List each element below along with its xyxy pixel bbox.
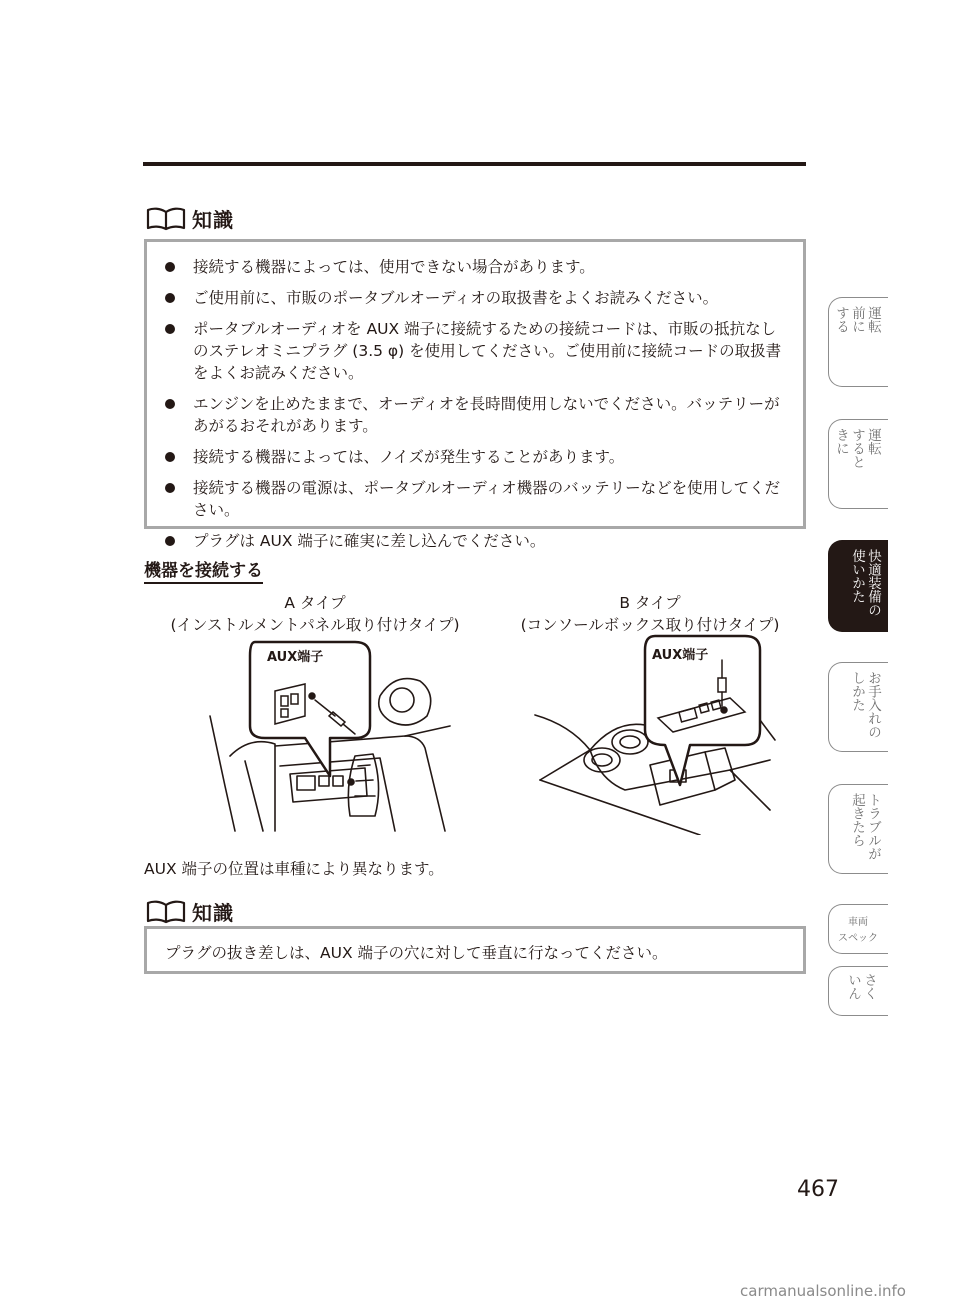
note-item: 接続する機器によっては、ノイズが発生することがあります。 — [147, 446, 787, 468]
tab-label: きに — [833, 428, 849, 455]
note-list — [147, 256, 787, 552]
note-text: プラグの抜き差しは、AUX 端子の穴に対して垂直に行なってください。 — [165, 944, 668, 962]
note-item: ご使用前に、市販のポータブルオーディオの取扱書をよくお読みください。 — [147, 287, 787, 309]
tab-vehicle-specs[interactable] — [828, 904, 888, 954]
tab-before-driving[interactable] — [828, 297, 888, 387]
note-heading-1 — [146, 204, 234, 233]
tab-label: スペック — [838, 933, 878, 944]
top-rule — [143, 162, 806, 166]
note-item: プラグは AUX 端子に確実に差し込んでください。 — [147, 530, 787, 552]
note-item: 接続する機器によっては、使用できない場合があります。 — [147, 256, 787, 278]
note-item: エンジンを止めたままで、オーディオを長時間使用しないでください。バッテリーがあがるおそれがあります。 — [147, 393, 787, 437]
tab-label: トラブルが — [865, 793, 881, 861]
aux-label-b: AUX端子 — [652, 648, 709, 663]
tab-label: お手入れの — [865, 671, 881, 739]
tab-label: 使いかた — [849, 549, 865, 603]
tab-maintenance[interactable] — [828, 662, 888, 752]
type-a-desc: (インストルメントパネル取り付けタイプ) — [170, 616, 460, 634]
watermark: carmanualsonline.info — [740, 1282, 906, 1300]
tab-label: さく — [861, 973, 877, 1000]
note-heading-2 — [146, 897, 234, 926]
note-item: 接続する機器の電源は、ポータブルオーディオ機器のバッテリーなどを使用してください。 — [147, 477, 787, 521]
note-item: ポータブルオーディオを AUX 端子に接続するための接続コードは、市販の抵抗なしのステレオミニプラグ (3.5 φ) を使用してください。ご使用前に接続コードの取扱書をよくお読みください。 — [147, 318, 787, 384]
tab-troubleshooting[interactable] — [828, 784, 888, 874]
tab-label: する — [833, 306, 849, 333]
type-a-label — [150, 592, 480, 636]
section-title: 機器を接続する — [144, 556, 263, 584]
page-number: 467 — [797, 1177, 839, 1202]
open-book-icon — [146, 207, 186, 231]
tab-label: 車両 — [848, 917, 868, 928]
tab-label: 運転 — [865, 306, 881, 333]
type-b-name: B タイプ — [619, 594, 681, 612]
type-b-desc: (コンソールボックス取り付けタイプ) — [520, 616, 780, 634]
tab-while-driving[interactable] — [828, 419, 888, 509]
note-title: 知識 — [192, 208, 234, 232]
type-a-name: A タイプ — [284, 594, 346, 612]
note-box-2 — [144, 926, 806, 974]
illustration-type-b — [530, 630, 780, 835]
illustration-type-a — [205, 636, 455, 836]
tab-comfort-features[interactable] — [828, 540, 888, 632]
caption: AUX 端子の位置は車種により異なります。 — [144, 860, 444, 878]
tab-label: すると — [849, 428, 865, 469]
tab-label: 前に — [849, 306, 865, 333]
tab-label: いん — [845, 973, 861, 1000]
tab-label: 快適装備の — [865, 549, 881, 617]
note-box-1 — [144, 239, 806, 550]
aux-label-a: AUX端子 — [267, 650, 324, 665]
tab-label: 運転 — [865, 428, 881, 455]
tab-label: しかた — [849, 671, 865, 712]
open-book-icon — [146, 900, 186, 924]
tab-index[interactable] — [828, 966, 888, 1016]
note-title: 知識 — [192, 901, 234, 925]
tab-label: 起きたら — [849, 793, 865, 847]
